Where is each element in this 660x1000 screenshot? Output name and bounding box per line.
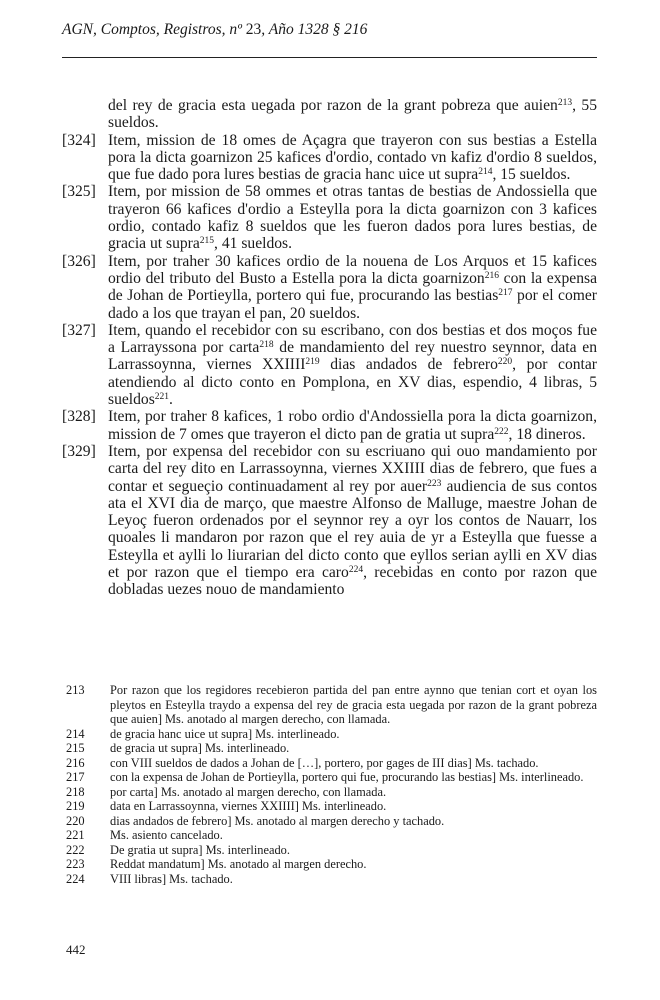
footnote-number: 215: [66, 741, 85, 755]
footnote-number: 220: [66, 813, 85, 828]
footnote-number: 223: [66, 857, 85, 871]
footnote-222: [66, 843, 597, 858]
footnote-ref[interactable]: 219: [305, 357, 320, 368]
footnote-ref[interactable]: 220: [497, 357, 513, 368]
running-head-agn: AGN,: [62, 21, 101, 38]
footnote-224: [66, 872, 597, 887]
footnote-number: 222: [66, 842, 85, 857]
footnote-ref[interactable]: 216: [484, 270, 499, 281]
footnote-text: VIII libras] Ms. tachado.: [110, 871, 233, 886]
footnote-text: dias andados de febrero] Ms. anotado al margen derecho y tachado.: [110, 813, 445, 828]
footnote-number: 217: [66, 770, 85, 784]
footnotes: [66, 683, 597, 886]
entry-number: [326]: [62, 252, 96, 270]
continuation-paragraph: del rey de gracia esta uegada por razon de la grant pobreza que auien$^{213}$, 55 sueldos.: [108, 97, 598, 132]
footnote-text: data en Larrassoynna, viernes XXIIII] Ms. interlineado.: [110, 799, 387, 813]
entry-327: [327] Item, quando el recebidor con su escribano, con dos bestias et dos moços fue a Larrayssona por carta$^{218}$ de mandamiento del rey nuestro seynnor, data en Larrassoynna, viernes XXIIII$^{219}$ dias andados de febrero$^{220}$, por contar atendiendo al dicto conto en Pomplona, en XV dias, espendio, 4 libras, 5 sueldos$^{221}$.: [62, 321, 597, 409]
entry-number: [325]: [62, 183, 96, 201]
footnote-ref[interactable]: 223: [427, 478, 442, 489]
footnote-218: [66, 785, 597, 800]
entry-326: [326] Item, por traher 30 kafices ordio de la nouena de Los Arquos et 15 kafices ordio del tributo del Busto a Estella pora la dicta goarnizon$^{216}$ con la expensa de Johan de Portieylla, portero qui fue, procurando las bestias$^{217}$ por el comer dado a los que trayan el pan, 20 sueldos.: [62, 252, 598, 322]
footnote-number: 218: [66, 784, 85, 799]
footnote-text: Reddat mandatum] Ms. anotado al margen derecho.: [110, 857, 367, 871]
main-text: [62, 97, 597, 599]
running-head-number: 23: [245, 21, 262, 38]
running-head: [62, 20, 596, 40]
entry-328: [328] Item, por traher 8 kafices, 1 robo ordio d'Andossiella pora la dicta goarnizon, mission de 7 omes que trayeron el dicto pan de gratia ut supra$^{222}$, 18 dineros.: [62, 408, 597, 443]
entry-329: [329] Item, por expensa del recebidor con su escriuano qui ouo mandamiento por carta del rey dito en Larrassoynna, viernes XXIIII dias de febrero, que fues a contar et segueçio continuadament al rey por auer$^{223}$ audiencia de sus contos ata el XVI dia de março, que maestre Alfonso de Malluge, maestre Johan de Leyoç fueron ordenados por el seynnor rey a oyr los contos de Nauarr, los quoales li mandaron por razon que el rey auia de yr a Esteylla que fuesse a Esteylla et aylli lo liurarian del dicto conto que eyllos serian aylli en XV dias et por razon que el tiempo era caro$^{224}$, recebidas en conto por razon que dobladas uezes nouo de mandamiento: [62, 442, 598, 599]
footnote-text: Ms. asiento cancelado.: [110, 828, 223, 842]
footnote-219: [66, 799, 597, 814]
footnote-text: por carta] Ms. anotado al margen derecho, con llamada.: [110, 784, 387, 799]
page-number: 442: [66, 942, 86, 957]
footnote-text: Por razon que los regidores recebieron partida del pan entre aynno que tenian cort et oyan los pleytos en Esteylla traydo a expensa del rey de gracia esta uegada por razon de la grant pobreza que auien] Ms. anotado al margen derecho, con llamada.: [110, 683, 597, 726]
footnote-ref[interactable]: 218: [259, 340, 274, 351]
footnote-220: [66, 814, 597, 829]
footnote-ref[interactable]: 224: [348, 565, 364, 576]
running-head-year: , Año 1328 § 216: [261, 21, 368, 38]
footnote-223: [66, 857, 597, 872]
footnote-213: [66, 683, 597, 727]
footnote-number: 213: [66, 683, 85, 697]
footnote-text: de gracia hanc uice ut supra] Ms. interlineado.: [110, 726, 340, 741]
footnote-ref[interactable]: 215: [199, 236, 215, 247]
entry-324: [324] Item, mission de 18 omes de Açagra que trayeron con sus bestias a Estella pora la dicta goarnizon 25 kafices d'ordio, contado vn kafiz d'ordio 8 sueldos, que fue dado pora lures bestias de gracia hanc uice ut supra$^{214}$, 15 sueldos.: [62, 131, 597, 184]
footnote-text: De gratia ut supra] Ms. interlineado.: [110, 842, 290, 857]
entry-number: [327]: [62, 321, 96, 339]
footnote-215: [66, 741, 597, 756]
footnote-number: 214: [66, 726, 85, 741]
footnote-ref[interactable]: 221: [154, 392, 170, 403]
footnote-221: [66, 828, 597, 843]
footnote-216: [66, 756, 597, 771]
footnote-text: de gracia ut supra] Ms. interlineado.: [110, 741, 290, 755]
footnote-ref[interactable]: 214: [478, 167, 493, 178]
header-rule: [62, 57, 597, 58]
footnote-217: [66, 770, 597, 785]
footnote-number: 221: [66, 828, 85, 842]
running-head-series: Comptos, Registros, nº: [100, 21, 246, 38]
footnote-214: [66, 727, 597, 742]
entry-number: [324]: [62, 131, 96, 149]
entry-number: [328]: [62, 408, 96, 426]
footnote-number: 219: [66, 799, 85, 813]
footnote-ref[interactable]: 217: [498, 288, 513, 299]
entry-number: [329]: [62, 442, 96, 460]
footnote-text: con la expensa de Johan de Portieylla, portero qui fue, procurando las bestias] Ms. interlineado.: [110, 770, 584, 784]
footnote-text: con VIII sueldos de dados a Johan de […], portero, por gages de III dias] Ms. tachado.: [110, 755, 539, 770]
footnote-number: 216: [66, 755, 85, 770]
footnote-ref[interactable]: 222: [494, 426, 509, 437]
footnote-number: 224: [66, 871, 85, 886]
footnote-ref[interactable]: 213: [557, 98, 573, 108]
entry-325: [325] Item, por mission de 58 ommes et otras tantas de bestias de Andossiella que trayeron 66 kafices d'ordio a Esteylla pora la dicta goarnizon con 3 kafices ordio, contado kafiz 8 sueldos que les fueron dados pora lures bestias, de gracia ut supra$^{215}$, 41 sueldos.: [62, 183, 597, 253]
